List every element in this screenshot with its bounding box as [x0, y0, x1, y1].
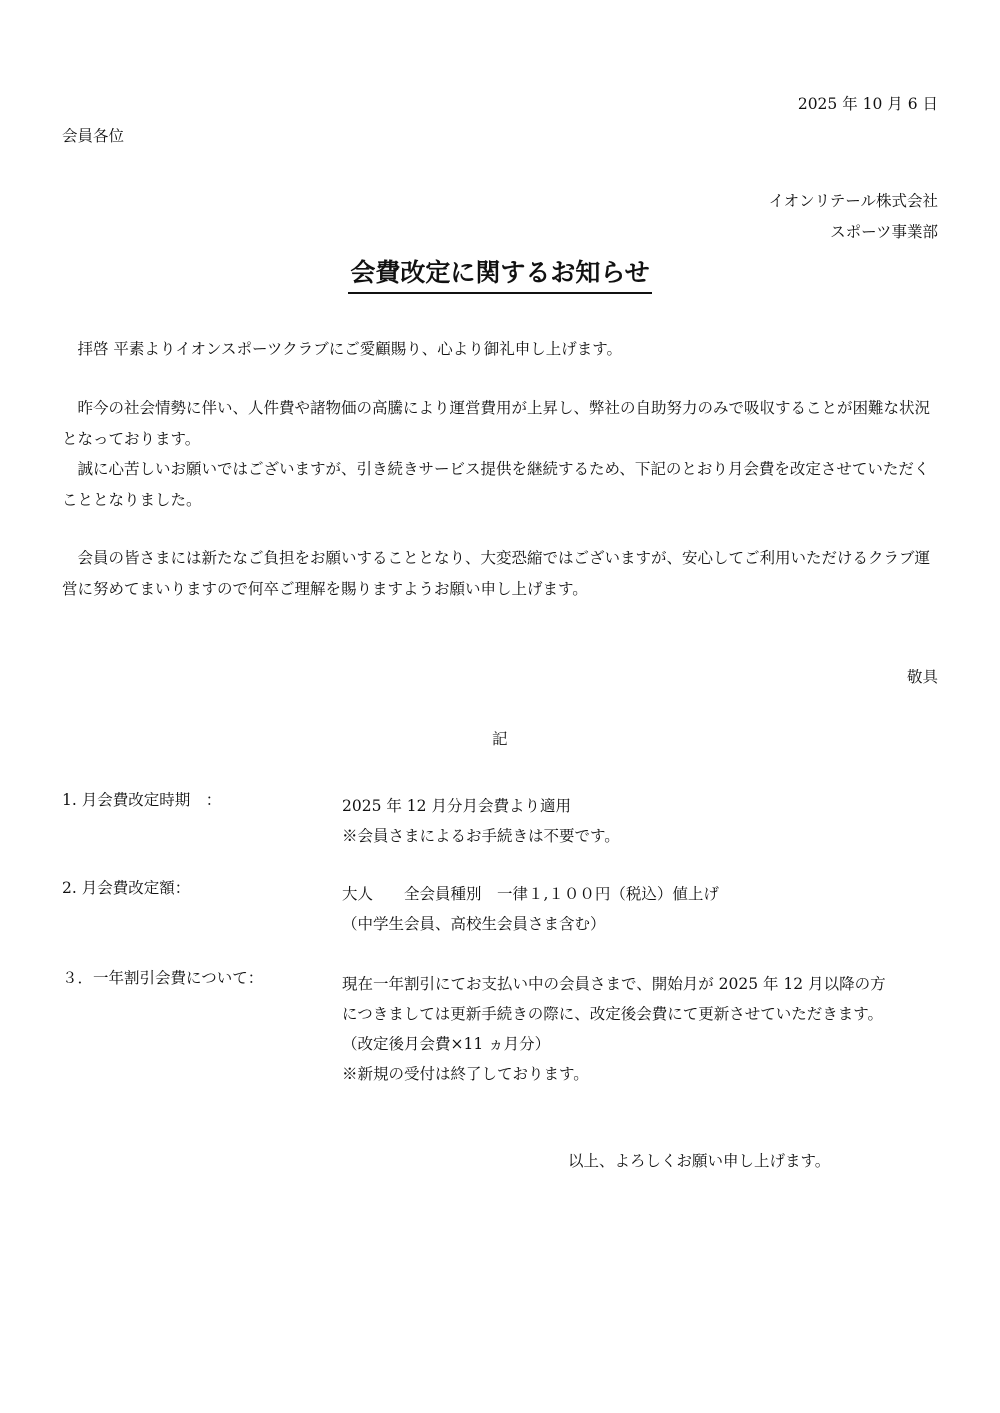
sender-block: [769, 186, 938, 248]
closing-remark: 以上、よろしくお願い申し上げます。: [568, 1152, 831, 1170]
item-1-line-1: 2025 年 12 月分月会費より適用: [342, 797, 571, 815]
item-3-body: [342, 969, 886, 1089]
recipient: 会員各位: [62, 127, 125, 145]
body-paragraph-1: 昨今の社会情勢に伴い、人件費や諸物価の高騰により運営費用が上昇し、弊社の自助努力のみで吸収することが困難な状況となっております。: [62, 399, 931, 448]
item-3-line-4: ※新規の受付は終了しております。: [342, 1065, 589, 1083]
item-1-label: 1. 月会費改定時期 ：: [62, 791, 222, 809]
closing-word: 敬具: [906, 668, 938, 686]
item-2-label: 2. 月会費改定額：: [62, 879, 191, 897]
item-3-line-1: 現在一年割引にてお支払い中の会員さまで、開始月が 2025 年 12 月以降の方: [342, 975, 886, 993]
item-3-line-3: （改定後月会費×11 ヵ月分）: [342, 1035, 551, 1053]
document-title-wrapper: [0, 258, 1000, 294]
item-2-body: [342, 879, 719, 939]
item-1-line-2: ※会員さまによるお手続きは不要です。: [342, 827, 620, 845]
sender-company: イオンリテール株式会社: [768, 192, 938, 210]
item-3-label: ３．一年割引会費について：: [62, 969, 264, 987]
item-2-line-2: （中学生会員、高校生会員さま含む）: [342, 915, 606, 933]
document-date: 2025 年 10 月 6 日: [797, 95, 938, 113]
ki-heading: 記: [492, 730, 508, 748]
item-3-line-2: につきましては更新手続きの際に、改定後会費にて更新させていただきます。: [342, 1005, 883, 1023]
document-title: 会費改定に関するお知らせ: [348, 258, 651, 294]
item-1-body: [342, 791, 620, 851]
sender-department: スポーツ事業部: [830, 223, 938, 241]
greeting-paragraph: 拝啓 平素よりイオンスポーツクラブにご愛顧賜り、心より御礼申し上げます。: [77, 340, 622, 358]
body-paragraph-3: 会員の皆さまには新たなご負担をお願いすることとなり、大変恐縮ではございますが、安心してご利用いただけるクラブ運営に努めてまいりますので何卒ご理解を賜りますようお願い申し上げます。: [62, 549, 931, 598]
item-2-line-1: 大人 全会員種別 一律１,１００円（税込）値上げ: [342, 885, 719, 903]
body-paragraph-2: 誠に心苦しいお願いではございますが、引き続きサービス提供を継続するため、下記のとおり月会費を改定させていただくこととなりました。: [62, 460, 930, 509]
